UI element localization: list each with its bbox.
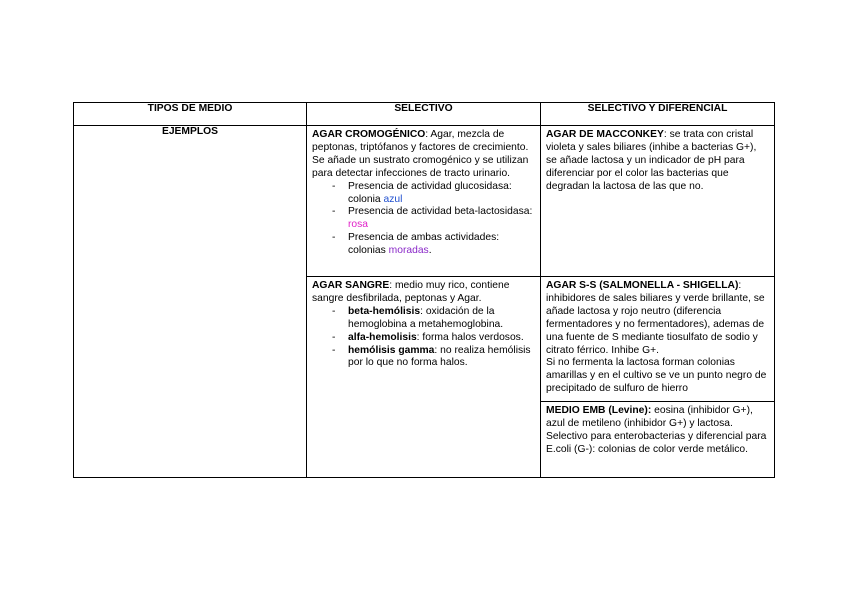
list-item: - alfa-hemolisis: forma halos verdosos. bbox=[332, 332, 535, 345]
cromogenico-title: AGAR CROMOGÉNICO bbox=[312, 129, 426, 140]
list-item: - hemólisis gamma: no realiza hemólisis por lo que no forma halos. bbox=[332, 345, 535, 371]
macconkey-desc: : se trata con cristal violeta y sales biliares (inhibe a bacterias G+), se añade lactosa y un indicador de pH para diferenciar por el color las bacterias que degradan la lactosa de las que no. bbox=[546, 129, 757, 192]
cell-agar-macconkey bbox=[541, 126, 775, 277]
macconkey-title: AGAR DE MACCONKEY bbox=[546, 129, 664, 140]
color-word-azul: azul bbox=[383, 193, 403, 205]
cell-agar-cromogenico bbox=[307, 126, 541, 277]
ss-desc-2: Si no fermenta la lactosa forman colonias amarillas y en el cultivo se ve un punto negro de precipitado de sulfuro de hierro bbox=[546, 357, 767, 395]
row-label-ejemplos: EJEMPLOS bbox=[74, 126, 307, 478]
ss-title: AGAR S-S (SALMONELLA - SHIGELLA) bbox=[546, 280, 739, 291]
cell-medio-emb bbox=[541, 402, 775, 478]
header-tipos-de-medio: TIPOS DE MEDIO bbox=[74, 103, 307, 126]
cromogenico-list bbox=[312, 181, 535, 258]
cell-agar-ss bbox=[541, 277, 775, 402]
list-item: - beta-hemólisis: oxidación de la hemoglobina a metahemoglobina. bbox=[332, 306, 535, 332]
emb-desc: eosina (inhibidor G+), azul de metileno (inhibidor G+) y lactosa. Selectivo para enterobacterias y diferencial para E.coli (G-): colonias de color verde metálico. bbox=[546, 405, 767, 455]
color-word-moradas: moradas bbox=[388, 245, 429, 257]
ss-desc: : inhibidores de sales biliares y verde brillante, se añade lactosa y rojo neutro (diferencia fermentadores y no fermentadores), ademas de una fuente de S mediante tiosulfato de sodio y citrato férrico. Inhibe G+. bbox=[546, 280, 765, 356]
cromogenico-desc: : Agar, mezcla de peptonas, triptófanos y factores de crecimiento. Se añade un sustrato cromogénico y se utilizan para detectar infecciones de tracto urinario. bbox=[312, 129, 529, 179]
sangre-list bbox=[312, 306, 535, 371]
list-item: - Presencia de ambas actividades: colonias moradas. bbox=[332, 232, 535, 258]
document-page bbox=[73, 102, 774, 478]
sangre-desc: : medio muy rico, contiene sangre desfibrilada, peptonas y Agar. bbox=[312, 280, 510, 304]
list-item: - Presencia de actividad beta-lactosidasa: rosa bbox=[332, 206, 535, 232]
table-row bbox=[74, 126, 775, 277]
culture-media-table bbox=[73, 102, 775, 478]
cell-agar-sangre bbox=[307, 277, 541, 478]
header-selectivo-diferencial: SELECTIVO Y DIFERENCIAL bbox=[541, 103, 775, 126]
header-row bbox=[74, 103, 775, 126]
emb-title: MEDIO EMB (Levine): bbox=[546, 405, 652, 416]
list-item: - Presencia de actividad glucosidasa: colonia azul bbox=[332, 181, 535, 207]
header-selectivo: SELECTIVO bbox=[307, 103, 541, 126]
color-word-rosa: rosa bbox=[348, 219, 369, 231]
sangre-title: AGAR SANGRE bbox=[312, 280, 390, 291]
